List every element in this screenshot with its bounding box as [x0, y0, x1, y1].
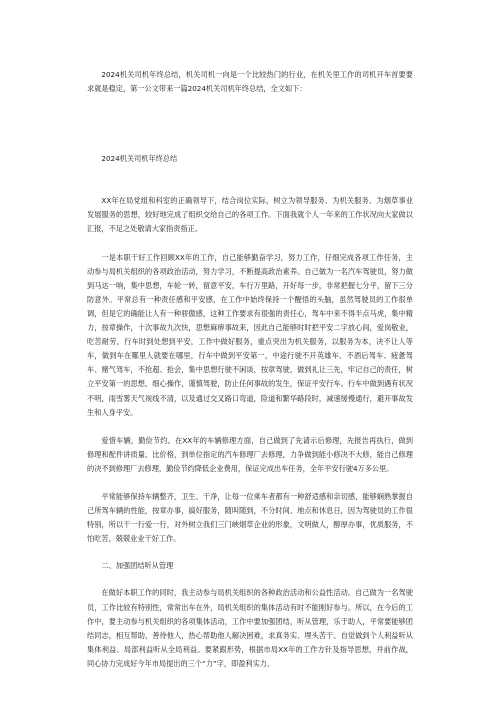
intro-paragraph: 2024机关司机年终总结，机关司机一向是一个比较热门的行业，在机关里工作的司机开车首要要求就是稳定，第一公文带来一篇2024机关司机年终总结，全文如下：: [87, 70, 413, 94]
section-heading: 二、加强团结听从管理: [101, 561, 174, 571]
body-paragraph: 爱惜车辆，勤俭节约。在XX年的车辆修理方面，自己做到了先请示后修理，先报告再执行，做到修理和配件讲质量、比价格，到单位指定的汽车修理厂去修理，力争做到能小修决不大修，能自己修理的决不到修理厂去修理，勤俭节约降低企业费用，保证完成出车任务，全年平安行驶4万多公里。: [87, 435, 413, 473]
body-paragraph: 一是本职干好工作回顾XX年的工作，自己能够勤奋学习，努力工作，仔细完成各项工作任务，主动参与局机关组织的各项政治活动，努力学习，不断提高政治素养。自己做为一名汽车驾驶员，努力做到马达一响，集中思想，车轮一转，留意平安，车行万里路，开好每一步，非常把握七分平，留下三分防意外。平常总有一种责任感和平安感，在工作中始终保持一个醒悟的头脑，虽然驾驶员的工作很单调，但是它的确能让人有一种骄傲感，这种工作要求有很强的责任心，驾车中来不得半点马虎，集中精力，按章操作，十次事故九次快，思想麻痹事故来，因此自己能够时时把平安二字放心间，爱岗敬业，吃苦耐劳，行车时到处想到平安，工作中做好服务，重点突出为机关服务，以服务为本，决不让人等车，做到车在哪里人就要在哪里，行车中做到平安第一，中途行驶不开英雄车、不酒后驾车、疲惫驾车、赌气驾车，不抢超、抢会，集中思想行驶不闲谈，按章驾驶，做到礼让三先，牢记自己的责任，树立平安第一的思想，细心操作，谨慎驾驶，防止任何事故的发生，保证平安行车。行车中做到遇有状况不明，雨雪雾天气视线不清，以及通过交叉路口弯道，险道和繁华路段时，减速缓慢通行，避开事故发生和人身平安。: [87, 252, 413, 417]
body-paragraph: 平常能够保持车辆整齐，卫生、干净，让每一位乘车者都有一种舒适感和亲切感，能够娴熟掌握自己所驾车辆的性能，按章办事，搞好服务，随叫随到，不分时间、地点和休息日，因为驾驶员的工作很特别，所以干一行爱一行，对外树立我们三门峡烟草企业的形象，文明做人，醇厚办事，优质服务，不怕吃苦，兢兢业业干好工作。: [87, 491, 413, 544]
body-paragraph: 在做好本职工作的同时，我主动参与局机关组织的各种政治活动和公益性活动。自己做为一名驾驶员，工作比较有特别性，常常出车在外，局机关组织的集体活动有时不能刚好参与。所以，在今后的工作中，要主动参与机关组织的各项集体活动，工作中要加强团结，听从管理，乐于助人，平常要能够团结同志，相互帮助，善待他人，热心帮助他人解决困难，求真务实、埋头苦干、自觉做到个人利益听从集体利益、局部利益听从全局利益。要紧跟形势，根据市局XX年的工作方针及指导思想，并前作战，同心协力完成好今年市局提出的三个“力”字，即盈利实力、: [87, 588, 413, 668]
document-page: [87, 68, 413, 671]
document-title: 2024机关司机年终总结: [101, 154, 178, 164]
body-paragraph: XX年在局党组和科室的正确领导下，结合岗位实际，树立为领导服务、为机关服务、为烟草事业发展服务的思想，较好地完成了组织交给自己的各项工作。下面我就个人一年来的工作状况向大家做以汇报，不足之处敬请大家指责指正。: [87, 196, 413, 234]
